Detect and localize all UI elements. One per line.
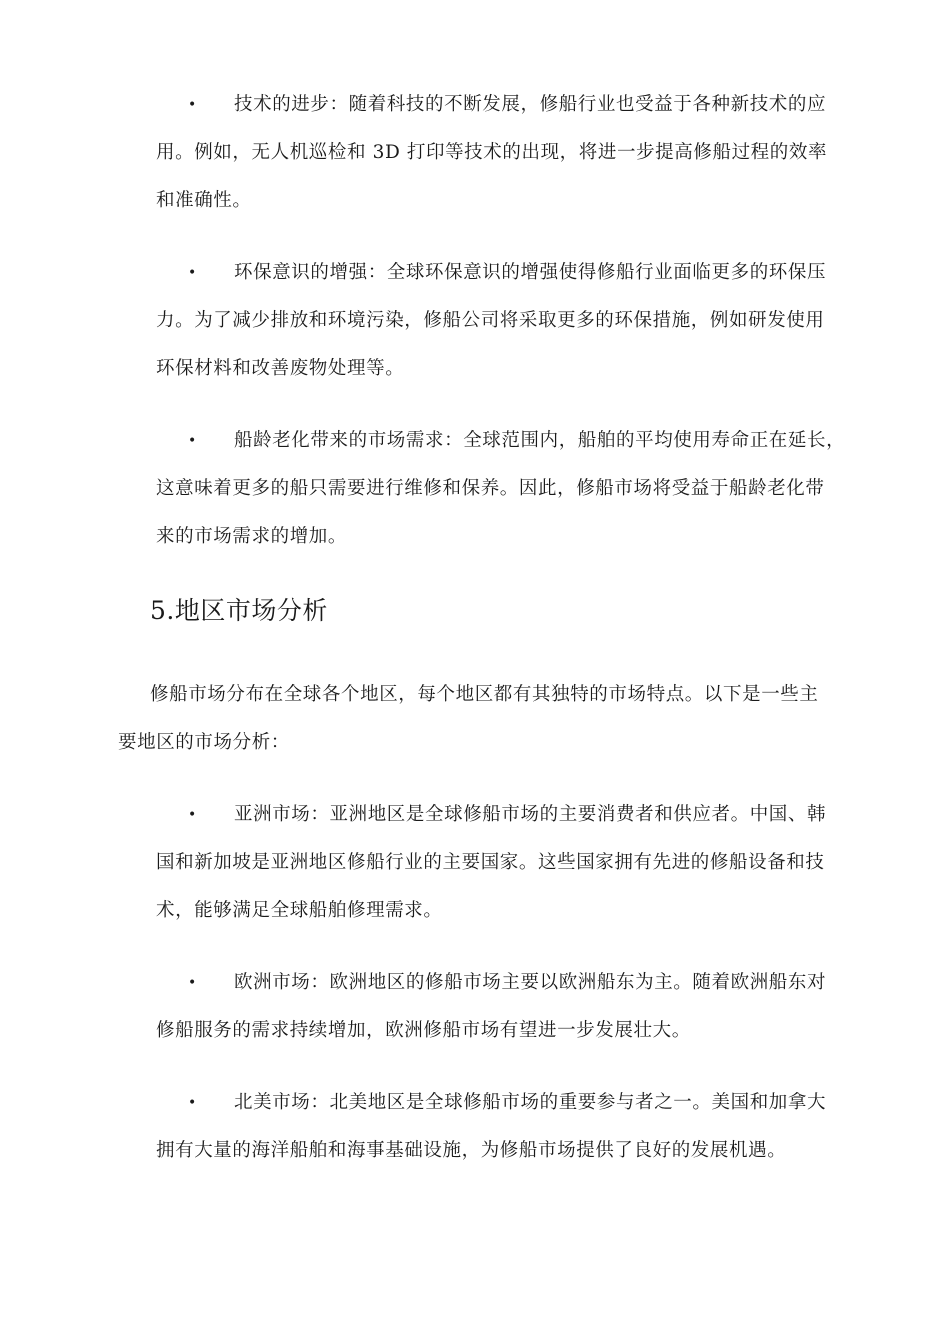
text-line: 技术的进步：随着科技的不断发展，修船行业也受益于各种新技术的应 — [234, 94, 827, 115]
text-line: 来的市场需求的增加。 — [156, 526, 348, 547]
text-line: 北美市场：北美地区是全球修船市场的重要参与者之一。美国和加拿大 — [234, 1092, 827, 1113]
text-line: 亚洲市场：亚洲地区是全球修船市场的主要消费者和供应者。中国、韩 — [234, 804, 827, 825]
paragraph-line: 要地区的市场分析： — [118, 732, 290, 753]
bullet-marker: • — [188, 433, 197, 449]
bullet-marker: • — [188, 265, 197, 281]
text-line: 术，能够满足全球船舶修理需求。 — [156, 900, 443, 921]
text-line: 欧洲市场：欧洲地区的修船市场主要以欧洲船东为主。随着欧洲船东对 — [234, 972, 827, 993]
section-heading: 5.地区市场分析 — [150, 596, 328, 625]
text-line: 环保意识的增强：全球环保意识的增强使得修船行业面临更多的环保压 — [234, 262, 827, 283]
text-line: 力。为了减少排放和环境污染，修船公司将采取更多的环保措施，例如研发使用 — [156, 310, 825, 331]
bullet-marker: • — [188, 807, 197, 823]
text-line: 用。例如，无人机巡检和 3D 打印等技术的出现，将进一步提高修船过程的效率 — [156, 142, 828, 163]
bullet-marker: • — [188, 97, 197, 113]
text-line: 国和新加坡是亚洲地区修船行业的主要国家。这些国家拥有先进的修船设备和技 — [156, 852, 825, 873]
text-line: 拥有大量的海洋船舶和海事基础设施，为修船市场提供了良好的发展机遇。 — [156, 1140, 787, 1161]
text-line: 环保材料和改善废物处理等。 — [156, 358, 405, 379]
paragraph-line: 修船市场分布在全球各个地区，每个地区都有其独特的市场特点。以下是一些主 — [150, 684, 819, 705]
text-line: 船龄老化带来的市场需求：全球范围内，船舶的平均使用寿命正在延长， — [234, 430, 846, 451]
bullet-marker: • — [188, 1095, 197, 1111]
bullet-marker: • — [188, 975, 197, 991]
text-line: 修船服务的需求持续增加，欧洲修船市场有望进一步发展壮大。 — [156, 1020, 691, 1041]
text-line: 这意味着更多的船只需要进行维修和保养。因此，修船市场将受益于船龄老化带 — [156, 478, 825, 499]
text-line: 和准确性。 — [156, 190, 252, 211]
